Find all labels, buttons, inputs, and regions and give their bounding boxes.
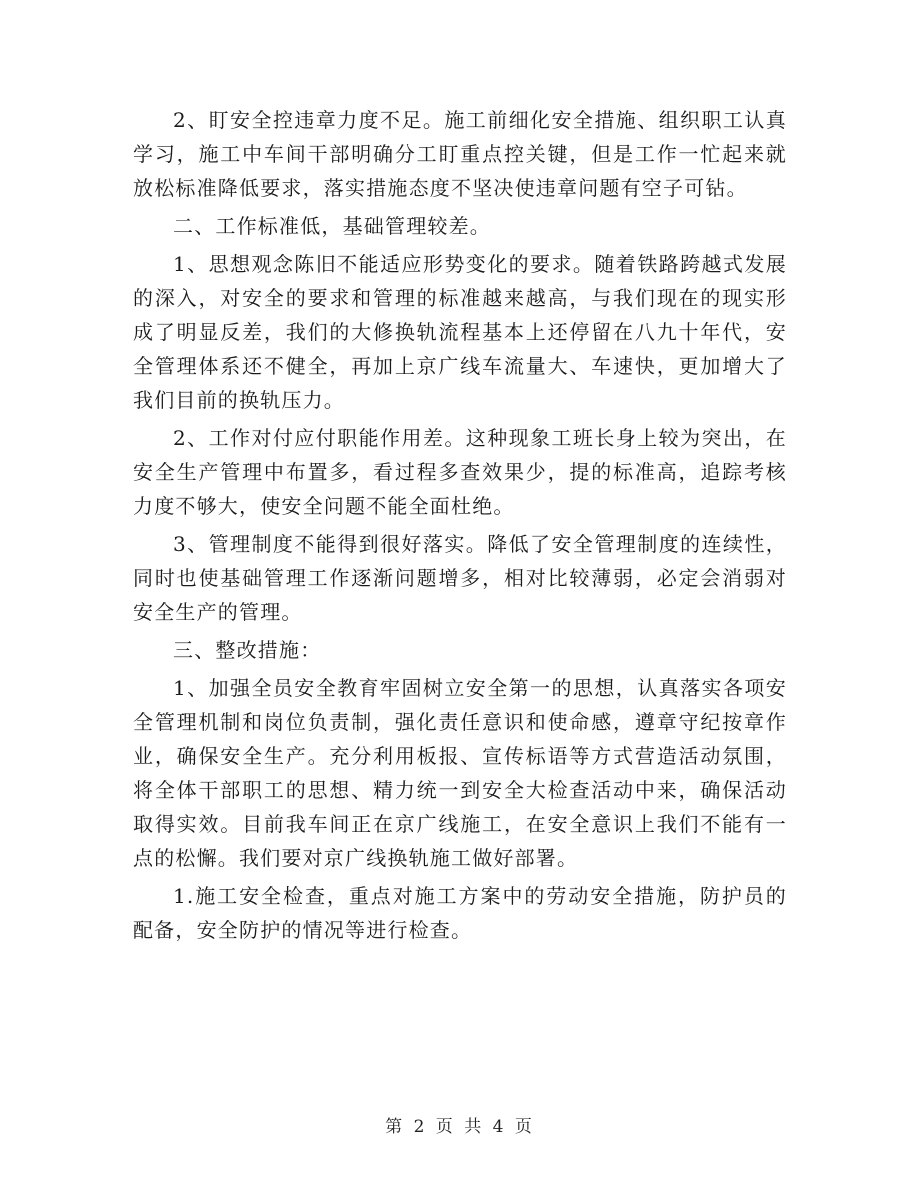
paragraph-3: 1、思想观念陈旧不能适应形势变化的要求。随着铁路跨越式发展的深入，对安全的要求和管理的标准越来越高，与我们现在的现实形成了明显反差，我们的大修换轨流程基本上还停留在八九十年代，安全管理体系还不健全，再加上京广线车流量大、车速快，更加增大了我们目前的换轨压力。 [133, 252, 787, 412]
paragraph-5: 3、管理制度不能得到很好落实。降低了安全管理制度的连续性，同时也使基础管理工作逐渐问题增多，相对比较薄弱，必定会消弱对安全生产的管理。 [133, 532, 787, 624]
paragraph-8: 1.施工安全检查，重点对施工方案中的劳动安全措施，防护员的配备，安全防护的情况等进行检查。 [133, 884, 787, 942]
paragraph-6-heading: 三、整改措施： [173, 638, 322, 662]
paragraph-1: 2、盯安全控违章力度不足。施工前细化安全措施、组织职工认真学习，施工中车间干部明确分工盯重点控关键，但是工作一忙起来就放松标准降低要求，落实措施态度不坚决使违章问题有空子可钻。 [133, 108, 787, 200]
paragraph-2-heading: 二、工作标准低，基础管理较差。 [173, 214, 491, 238]
document-body [133, 103, 787, 951]
paragraph-7: 1、加强全员安全教育牢固树立安全第一的思想，认真落实各项安全管理机制和岗位负责制，强化责任意识和使命感，遵章守纪按章作业，确保安全生产。充分利用板报、宣传标语等方式营造活动氛围，将全体干部职工的思想、精力统一到安全大检查活动中来，确保活动取得实效。目前我车间正在京广线施工，在安全意识上我们不能有一点的松懈。我们要对京广线换轨施工做好部署。 [133, 676, 787, 870]
paragraph-4: 2、工作对付应付职能作用差。这种现象工班长身上较为突出，在安全生产管理中布置多，看过程多查效果少，提的标准高，追踪考核力度不够大，使安全问题不能全面杜绝。 [133, 426, 787, 518]
page-footer: 第 2 页 共 4 页 [385, 1117, 535, 1137]
